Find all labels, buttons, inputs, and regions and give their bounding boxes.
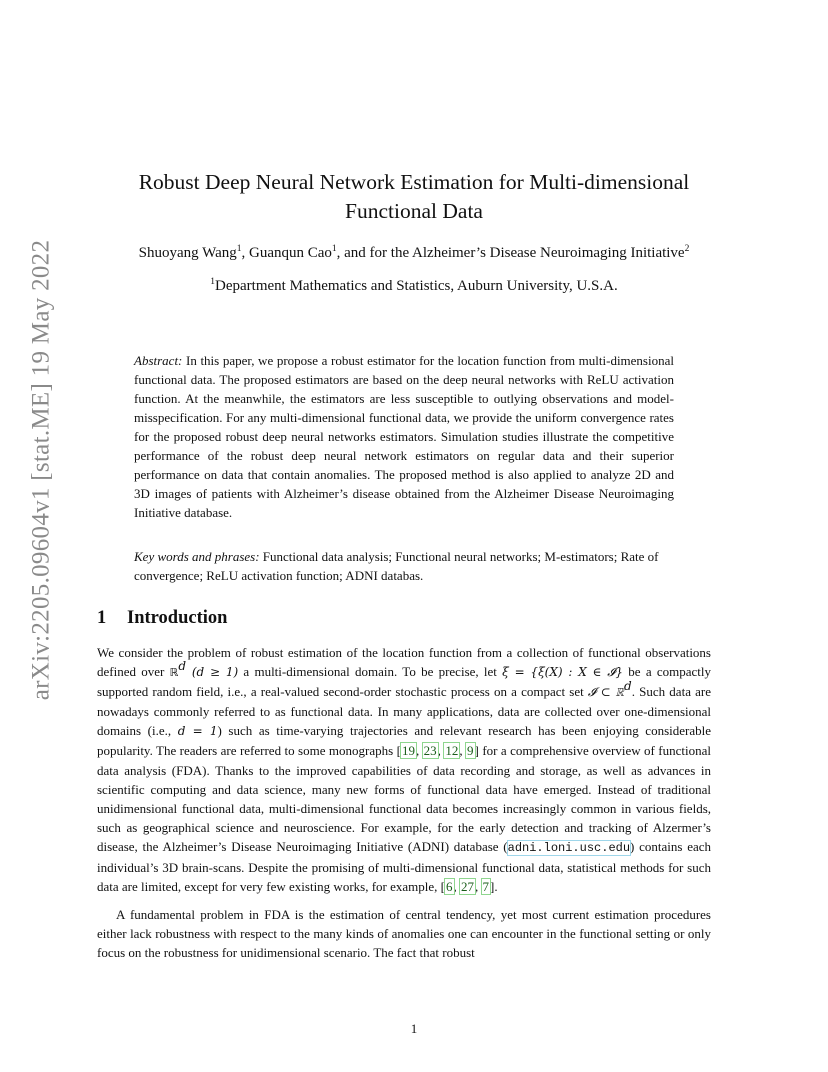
title-line-1: Robust Deep Neural Network Estimation for Multi-dimensional <box>138 170 690 194</box>
math-random-field: ξ = {ξ(X) : X ∈ 𝓘} <box>502 665 624 680</box>
intro-text: A fundamental problem in FDA is the estimation of central tendency, yet most current estimation procedures either lack robustness with respect to the many kinds of anomalies one can encounter in the functional setting or only focus on the robustness for unidimensional scenario. The fact that robust <box>97 907 711 961</box>
affiliation-mark: 1 <box>210 277 216 287</box>
author-name: Shuoyang Wang <box>138 245 237 261</box>
citation-link[interactable]: 23 <box>423 743 437 759</box>
section-number: 1 <box>97 608 107 628</box>
paper-title <box>80 168 748 226</box>
intro-text: . <box>494 879 498 895</box>
keywords-text: Functional data analysis; Functional neural networks; M-estimators; Rate of convergence; ReLU activation function; ADNI databas. <box>134 549 659 583</box>
author-name: , Guanqun Cao <box>241 245 332 261</box>
intro-paragraph-1: We consider the problem of robust estimation of the location function from a collection of functional observations defined over ℝ$^d$ (d ≥ 1) a multi-dimensional domain. To be precise, let ξ = {ξ(X) : X ∈ 𝓘} be a compactly supported random field, i.e., a real-valued second-order stochastic process on a compact set 𝓘 ⊂ ℝ$^d$. Such data are nowadays commonly referred to as functional data. In many applications, data are collected over one-dimensional domains (i.e., d = 1) such as time-varying trajectories and relevant research has been enjoying considerable popularity. The readers are referred to some monographs [19, 23, 12, 9] for a comprehensive overview of functional data analysis (FDA). Thanks to the improved capabilities of data recording and storage, as well as advances in scientific computing and data science, many new forms of functional data have emerged. Instead of traditional unidimensional functional data, multi-dimensional functional data becomes increasingly common in various fields, such as geographical science and neuroscience. For example, for the early detection and tracking of Alzermer’s disease, the Alzheimer’s Disease Neuroimaging Initiative (ADNI) database (adni.loni.usc.edu) contains each individual’s 3D brain-scans. Despite the promising of multi-dimensional functional data, statistical methods for such data are limited, except for very few existing works, for example, [6, 27, 7]. <box>97 645 712 895</box>
keywords-label: Key words and phrases: <box>134 549 260 564</box>
author-list <box>60 243 768 263</box>
citation-link[interactable]: 9 <box>467 743 474 759</box>
intro-text: . Such data are nowadays commonly referred to as functional data. In many applications, data are collected over one-dimensional domains (i.e., <box>97 684 711 739</box>
abstract-label: Abstract: <box>134 353 183 368</box>
math-condition: (d ≥ 1) <box>186 665 239 680</box>
intro-text: for a comprehensive overview of functional data analysis (FDA). Thanks to the improved capabilities of data recording and storage, as well as advances in scientific computing and data science, many new forms of functional data have emerged. Instead of traditional unidimensional functional data, multi-dimensional functional data becomes increasingly common in various fields, such as geographical science and neuroscience. For example, for the early detection and tracking of Alzermer’s disease, the Alzheimer’s Disease Neuroimaging Initiative (ADNI) database ( <box>97 743 712 854</box>
intro-paragraph-2 <box>97 905 711 962</box>
author-name: , and for the Alzheimer’s Disease Neuroimaging Initiative <box>336 245 685 261</box>
citation-link[interactable]: 12 <box>445 743 459 759</box>
math-superscript: d <box>178 659 186 674</box>
intro-text: be a compactly supported random field, i.e., a real-valued second-order stochastic process on a compact set <box>97 664 711 700</box>
author-affiliation-mark: 1 <box>236 244 242 254</box>
math-dimension: d = 1 <box>177 724 218 739</box>
math-set: 𝓘 ⊂ ℝ <box>587 685 625 700</box>
adni-url-link[interactable]: adni.loni.usc.edu <box>507 840 631 855</box>
arxiv-identifier-stamp <box>24 239 58 701</box>
intro-text: ) contains each individual’s 3D brain-scans. Despite the promising of multi-dimensional functional data, statistical methods for such data are limited, except for very few existing works, for example, <box>97 838 711 895</box>
section-title: Introduction <box>127 608 228 628</box>
author-affiliation-mark: 2 <box>684 244 690 254</box>
arxiv-stamp-text: arXiv:2205.09604v1 [stat.ME] 19 May 2022 <box>27 239 54 701</box>
intro-text: ) such as time-varying trajectories and relevant research has been enjoying considerable popularity. The readers are referred to some monographs <box>97 723 711 759</box>
section-heading <box>97 608 227 629</box>
citation-link[interactable]: 19 <box>401 743 415 759</box>
author-affiliation-mark: 1 <box>331 244 337 254</box>
affiliation <box>60 276 768 296</box>
abstract-text: In this paper, we propose a robust estimator for the location function from multi-dimensional functional data. The proposed estimators are based on the deep neural networks with ReLU activation function. At the meanwhile, the estimators are less susceptible to outlying observations and model-misspecification. For any multi-dimensional functional data, we provide the uniform convergence rates for the proposed robust deep neural networks estimators. Simulation studies illustrate the competitive performance of the robust deep neural network estimators on regular data and their superior performance on data that contain anomalies. The proposed method is also applied to analyze 2D and 3D images of patients with Alzheimer’s disease obtained from the Alzheimer Disease Neuroimaging Initiative database. <box>134 353 674 520</box>
math-superscript: d <box>624 679 632 694</box>
abstract <box>134 351 674 522</box>
intro-text: We consider the problem of robust estimation of the location function from a collection of functional observations defined over <box>97 645 711 680</box>
title-line-2: Functional Data <box>345 199 483 223</box>
citation-link[interactable]: 7 <box>482 879 489 895</box>
citation-link[interactable]: 27 <box>461 879 474 895</box>
citation-link[interactable]: 6 <box>446 879 453 895</box>
keywords <box>134 547 694 585</box>
math-real-space: ℝ <box>169 666 179 680</box>
intro-text: a multi-dimensional domain. To be precise, let <box>238 664 503 680</box>
affiliation-text: Department Mathematics and Statistics, Auburn University, U.S.A. <box>215 278 618 294</box>
page-number: 1 <box>410 1021 418 1036</box>
